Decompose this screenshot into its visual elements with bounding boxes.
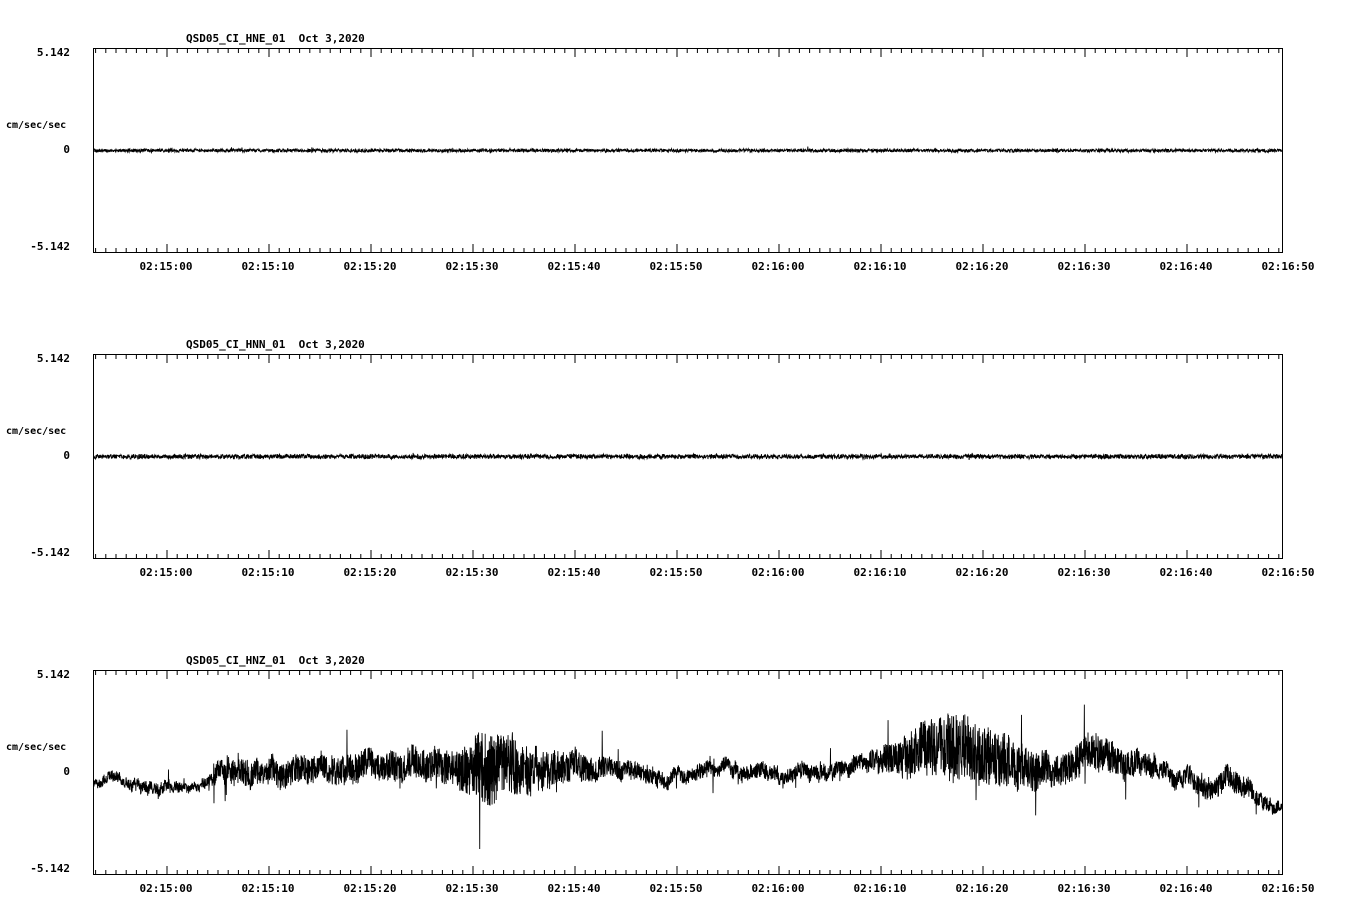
panel-hnn-ylabel: cm/sec/sec — [6, 426, 67, 437]
panel-hnn-xtick-1: 02:15:10 — [241, 566, 295, 579]
panel-hne-xtick-5: 02:15:50 — [649, 260, 703, 273]
panel-hne-xtick-11: 02:16:50 — [1261, 260, 1315, 273]
panel-hnz-trace — [94, 671, 1282, 874]
panel-hne-xtick-8: 02:16:20 — [955, 260, 1009, 273]
panel-hnz-xtick-2: 02:15:20 — [343, 882, 397, 895]
panel-hne-xtick-6: 02:16:00 — [751, 260, 805, 273]
panel-hnn-xtick-6: 02:16:00 — [751, 566, 805, 579]
panel-hnz-xtick-6: 02:16:00 — [751, 882, 805, 895]
panel-hnz-xtick-9: 02:16:30 — [1057, 882, 1111, 895]
panel-hnz-ytick-max: 5.142 — [36, 668, 70, 681]
panel-hnn-plot[interactable] — [93, 354, 1283, 559]
panel-hnz-xtick-0: 02:15:00 — [139, 882, 193, 895]
panel-hne-xtick-0: 02:15:00 — [139, 260, 193, 273]
panel-hnz-xtick-8: 02:16:20 — [955, 882, 1009, 895]
panel-hnz-xtick-5: 02:15:50 — [649, 882, 703, 895]
panel-hnn-trace — [94, 355, 1282, 558]
panel-hne-plot[interactable] — [93, 48, 1283, 253]
panel-hnz-ytick-min: -5.142 — [30, 862, 70, 875]
panel-hnz — [0, 612, 1358, 924]
panel-hnz-xtick-3: 02:15:30 — [445, 882, 499, 895]
panel-hnz-xtick-4: 02:15:40 — [547, 882, 601, 895]
panel-hne-xtick-2: 02:15:20 — [343, 260, 397, 273]
panel-hne-trace — [94, 49, 1282, 252]
panel-hne-ytick-zero: 0 — [63, 143, 70, 156]
panel-hnz-ylabel: cm/sec/sec — [6, 742, 67, 753]
panel-hnn-xtick-4: 02:15:40 — [547, 566, 601, 579]
panel-hnz-xtick-10: 02:16:40 — [1159, 882, 1213, 895]
panel-hnn-xtick-2: 02:15:20 — [343, 566, 397, 579]
panel-hnz-xtick-7: 02:16:10 — [853, 882, 907, 895]
panel-hnn-xtick-11: 02:16:50 — [1261, 566, 1315, 579]
panel-hne-xtick-10: 02:16:40 — [1159, 260, 1213, 273]
panel-hnn-xtick-3: 02:15:30 — [445, 566, 499, 579]
panel-hne-xtick-9: 02:16:30 — [1057, 260, 1111, 273]
panel-hnn-ytick-min: -5.142 — [30, 546, 70, 559]
panel-hnn-xtick-10: 02:16:40 — [1159, 566, 1213, 579]
panel-hne-ytick-min: -5.142 — [30, 240, 70, 253]
panel-hnn-title: QSD05_CI_HNN_01 Oct 3,2020 — [186, 338, 365, 351]
panel-hne-xtick-1: 02:15:10 — [241, 260, 295, 273]
panel-hnz-xtick-1: 02:15:10 — [241, 882, 295, 895]
panel-hnn-xtick-5: 02:15:50 — [649, 566, 703, 579]
panel-hne — [0, 0, 1358, 300]
panel-hne-xtick-7: 02:16:10 — [853, 260, 907, 273]
panel-hnn-xtick-7: 02:16:10 — [853, 566, 907, 579]
panel-hnn-xtick-8: 02:16:20 — [955, 566, 1009, 579]
panel-hnn-xtick-0: 02:15:00 — [139, 566, 193, 579]
panel-hne-title: QSD05_CI_HNE_01 Oct 3,2020 — [186, 32, 365, 45]
panel-hnn-xtick-9: 02:16:30 — [1057, 566, 1111, 579]
panel-hnz-ytick-zero: 0 — [63, 765, 70, 778]
panel-hnz-title: QSD05_CI_HNZ_01 Oct 3,2020 — [186, 654, 365, 667]
panel-hnz-xtick-11: 02:16:50 — [1261, 882, 1315, 895]
panel-hne-ytick-max: 5.142 — [36, 46, 70, 59]
panel-hnn — [0, 306, 1358, 606]
panel-hne-xtick-4: 02:15:40 — [547, 260, 601, 273]
panel-hnz-plot[interactable] — [93, 670, 1283, 875]
panel-hne-xtick-3: 02:15:30 — [445, 260, 499, 273]
panel-hne-ylabel: cm/sec/sec — [6, 120, 67, 131]
panel-hnn-ytick-zero: 0 — [63, 449, 70, 462]
panel-hnn-ytick-max: 5.142 — [36, 352, 70, 365]
